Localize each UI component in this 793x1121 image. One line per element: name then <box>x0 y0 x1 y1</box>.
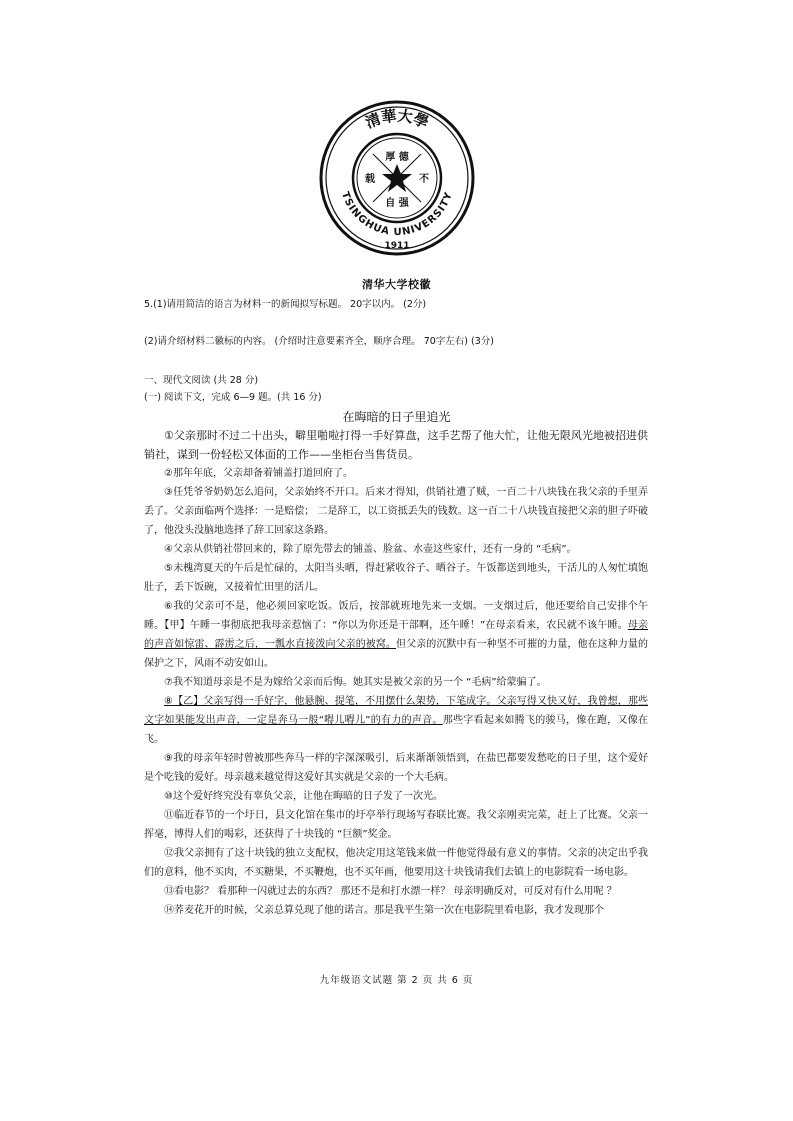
paragraph-8-tail: 那些字看起来如腾飞的骏马，像在跑，又像在飞。 <box>144 715 648 745</box>
emblem-top-text: 清華大學 <box>362 106 432 132</box>
svg-text:不: 不 <box>419 174 429 185</box>
paragraph-1: ①父亲那时不过二十出头，噼里啪啦打得一手好算盘，这手艺帮了他大忙，让他无限风光地被招进供销社，谋到一份轻松又体面的工作——坐柜台当售货员。 <box>144 429 648 461</box>
paragraph-14: ⑭荞麦花开的时候，父亲总算兑现了他的诺言。那是我平生第一次在电影院里看电影，我才发现那个 <box>164 905 604 916</box>
section-heading: 一、现代文阅读 (共 28 分) <box>144 375 259 386</box>
svg-text:清華大學 <box>363 107 432 132</box>
section-subheading: (一) 阅读下文，完成 6—9 题。(共 16 分) <box>144 392 322 403</box>
paragraph-8-underlined: ⑧【乙】父亲写得一手好字，他悬腕、提笔，不用摆什么架势，下笔成字。父亲写得又快又好，我曾想，那些文字如果能发出声音，一定是奔马一般“嘚儿嘚儿”的有力的声音。 <box>144 696 648 726</box>
question-5-1: 5.(1)请用简洁的语言为材料一的新闻拟写标题。 20字以内。 (2分) <box>144 299 427 310</box>
emblem-caption: 清华大学校徽 <box>362 278 431 291</box>
paragraph-5: ⑤未槐湾夏天的午后是忙碌的，太阳当头晒，得赶紧收谷子、晒谷子。午饭都送到地头，干活儿的人匆忙填饱肚子，丢下饭碗，又接着忙田里的活儿。 <box>144 563 648 593</box>
emblem-english-text: TSINGHUA UNIVERSITY <box>339 190 455 239</box>
paragraph-11: ⑪临近春节的一个圩日，县文化馆在集市的圩亭举行现场写春联比赛。我父亲刚卖完菜，赶上了比赛。父亲一挥毫，博得人们的喝彩，还获得了十块钱的 “巨额”奖金。 <box>144 810 648 840</box>
question-5-2: (2)请介绍材料二徽标的内容。 (介绍时注意要素齐全，顺序合理。 70字左右) (3分) <box>144 336 494 347</box>
article-title: 在晦暗的日子里追光 <box>342 410 451 424</box>
paragraph-8 <box>144 692 648 749</box>
emblem-year: 1911 <box>384 241 410 251</box>
paragraph-9: ⑨我的母亲年轻时曾被那些奔马一样的字深深吸引，后来渐渐领悟到，在盐巴都要发愁吃的日子里，这个爱好是个吃钱的爱好。母亲越来越觉得这爱好其实就是父亲的一个大毛病。 <box>144 753 648 783</box>
paragraph-12: ⑫我父亲拥有了这十块钱的独立支配权，他决定用这笔钱来做一件他觉得最有意义的事情。父亲的决定出乎我们的意料，他不买肉，不买糖果，不买鞭炮，也不买年画，他要用这十块钱请我们去镇上的电影院看一场电影。 <box>144 848 648 878</box>
paragraph-2: ②那年年底，父亲却备着铺盖打道回府了。 <box>164 468 353 479</box>
paragraph-6-tail: 但父亲的沉默中有一种坚不可摧的力量，他在这种力量的保护之下，风雨不动安如山。 <box>144 639 649 669</box>
tsinghua-emblem <box>318 98 476 258</box>
paragraph-6-underlined: 母亲的声音如惊雷、霹雳之后，一瓢水直接泼向父亲的被窝。 <box>144 620 648 650</box>
paragraph-13: ⑬看电影？ 看那种一闪就过去的东西？ 那还不是和打水漂一样？ 母亲明确反对，可反对有什么用呢 ？ <box>164 886 617 897</box>
emblem-seal-icon <box>318 98 476 258</box>
svg-text:厚 德: 厚 德 <box>385 152 409 163</box>
article-body <box>144 426 648 920</box>
paragraph-6 <box>144 597 648 673</box>
paragraph-6-text: ⑥我的父亲可不是，他必须回家吃饭。饭后，按部就班地先来一支烟。一支烟过后，他还要给自己安排个午睡。【甲】午睡一事彻底把我母亲惹恼了：“你以为你还是干部啊，还午睡！”在母亲看来，农民就不该午睡。 <box>144 601 648 631</box>
paragraph-4: ④父亲从供销社带回来的，除了原先带去的铺盖、脸盆、水壶这些家什，还有一身的 “毛病”。 <box>164 544 577 555</box>
svg-text:自 强: 自 强 <box>385 198 409 209</box>
svg-text:载: 载 <box>365 174 375 185</box>
page-footer: 九年级语文试题 第 2 页 共 6 页 <box>319 975 474 986</box>
paragraph-3: ③任凭爷爷奶奶怎么追问，父亲始终不开口。后来才得知，供销社遭了贼，一百二十八块钱在我父亲的手里弄丢了。父亲面临两个选择：一是赔偿； 二是辞工，以工资抵丢失的钱数。这一百二十八块钱直接把父亲的胆子吓破了，他没头没脑地选择了辞工回家这条路。 <box>144 487 648 536</box>
paragraph-7: ⑦我不知道母亲是不是为嫁给父亲而后悔。她其实是被父亲的另一个 “毛病”给蒙骗了。 <box>164 677 547 688</box>
paragraph-10: ⑩这个爱好终究没有辜负父亲，让他在晦暗的日子发了一次光。 <box>164 791 443 802</box>
